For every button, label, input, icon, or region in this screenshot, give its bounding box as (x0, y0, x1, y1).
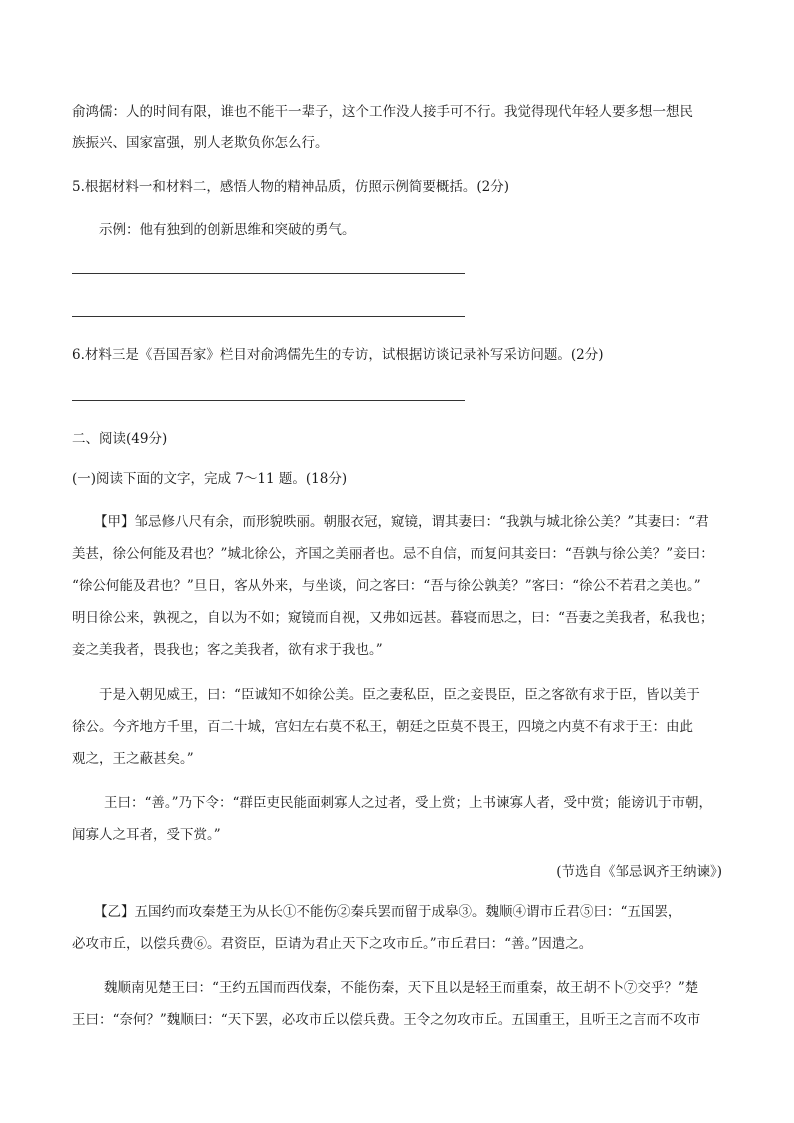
answer-line-6 (72, 400, 465, 401)
jia-p3-line-2: 闻寡人之耳者，受下赏。” (72, 827, 221, 843)
jia-p3-line-1: 王曰：“善。”乃下令：“群臣吏民能面刺寡人之过者，受上赏；上书谏寡人者，受中赏；能谤讥于市朝， (104, 795, 712, 811)
jia-p2-line-1: 于是入朝见威王，曰：“臣诚知不如徐公美。臣之妻私臣，臣之妾畏臣，臣之客欲有求于臣，皆以美于 (99, 687, 700, 703)
jia-line-4: 明日徐公来，孰视之，自以为不如；窥镜而自视，又弗如远甚。暮寝而思之，曰：“吾妻之美我者，私我也； (72, 610, 714, 626)
jia-line-2: 美甚，徐公何能及君也？”城北徐公，齐国之美丽者也。忌不自信，而复问其妾曰：“吾孰与徐公美？”妾曰： (72, 546, 714, 562)
section-subheading: (一)阅读下面的文字，完成 7～11 题。(18分) (72, 471, 348, 487)
jia-p2-line-3: 观之，王之蔽甚矣。” (72, 751, 194, 767)
intro-line-2: 族振兴、国家富强，别人老欺负你怎么行。 (72, 135, 329, 151)
question-5-example: 示例：他有独到的创新思维和突破的勇气。 (99, 222, 356, 238)
yi-line-2: 必攻市丘，以偿兵费⑥。君资臣，臣请为君止天下之攻市丘。”市丘君曰：“善。”因遣之。 (72, 936, 593, 952)
jia-line-3: “徐公何能及君也？”旦日，客从外来，与坐谈，问之客曰：“吾与徐公孰美？”客曰：“徐公不若君之美也。” (72, 578, 701, 594)
jia-line-1: 【甲】邹忌修八尺有余，而形貌昳丽。朝服衣冠，窥镜，谓其妻曰：“我孰与城北徐公美？”其妻曰：“君 (94, 514, 709, 530)
intro-line-1: 俞鸿儒：人的时间有限，谁也不能干一辈子，这个工作没人接手可不行。我觉得现代年轻人要多想一想民 (72, 104, 693, 120)
yi-p2-line-1: 魏顺南见楚王曰：“王约五国而西伐秦，不能伤秦，天下且以是轻王而重秦，故王胡不卜⑦交乎？”楚 (104, 980, 699, 996)
jia-source: (节选自《邹忌讽齐王纳谏》) (556, 864, 722, 880)
answer-line-5b (72, 316, 465, 317)
jia-line-5: 妾之美我者，畏我也；客之美我者，欲有求于我也。” (72, 642, 383, 658)
jia-p2-line-2: 徐公。今齐地方千里，百二十城，宫妇左右莫不私王，朝廷之臣莫不畏王，四境之内莫不有求于王：由此 (72, 719, 693, 735)
question-5-prompt: 5.根据材料一和材料二，感悟人物的精神品质，仿照示例简要概括。(2分) (72, 179, 510, 195)
answer-line-5a (72, 273, 465, 274)
question-6-prompt: 6.材料三是《吾国吾家》栏目对俞鸿儒先生的专访，试根据访谈记录补写采访问题。(2分) (72, 347, 604, 363)
section-heading: 二、阅读(49分) (72, 431, 168, 447)
yi-line-1: 【乙】五国约而攻秦楚王为从长①不能伤②秦兵罢而留于成皋③。魏顺④谓市丘君⑤曰：“五国罢， (94, 904, 682, 920)
yi-p2-line-2: 王曰：“奈何？”魏顺曰：“天下罢，必攻市丘以偿兵费。王令之勿攻市丘。五国重王，且听王之言而不攻市 (72, 1012, 701, 1028)
